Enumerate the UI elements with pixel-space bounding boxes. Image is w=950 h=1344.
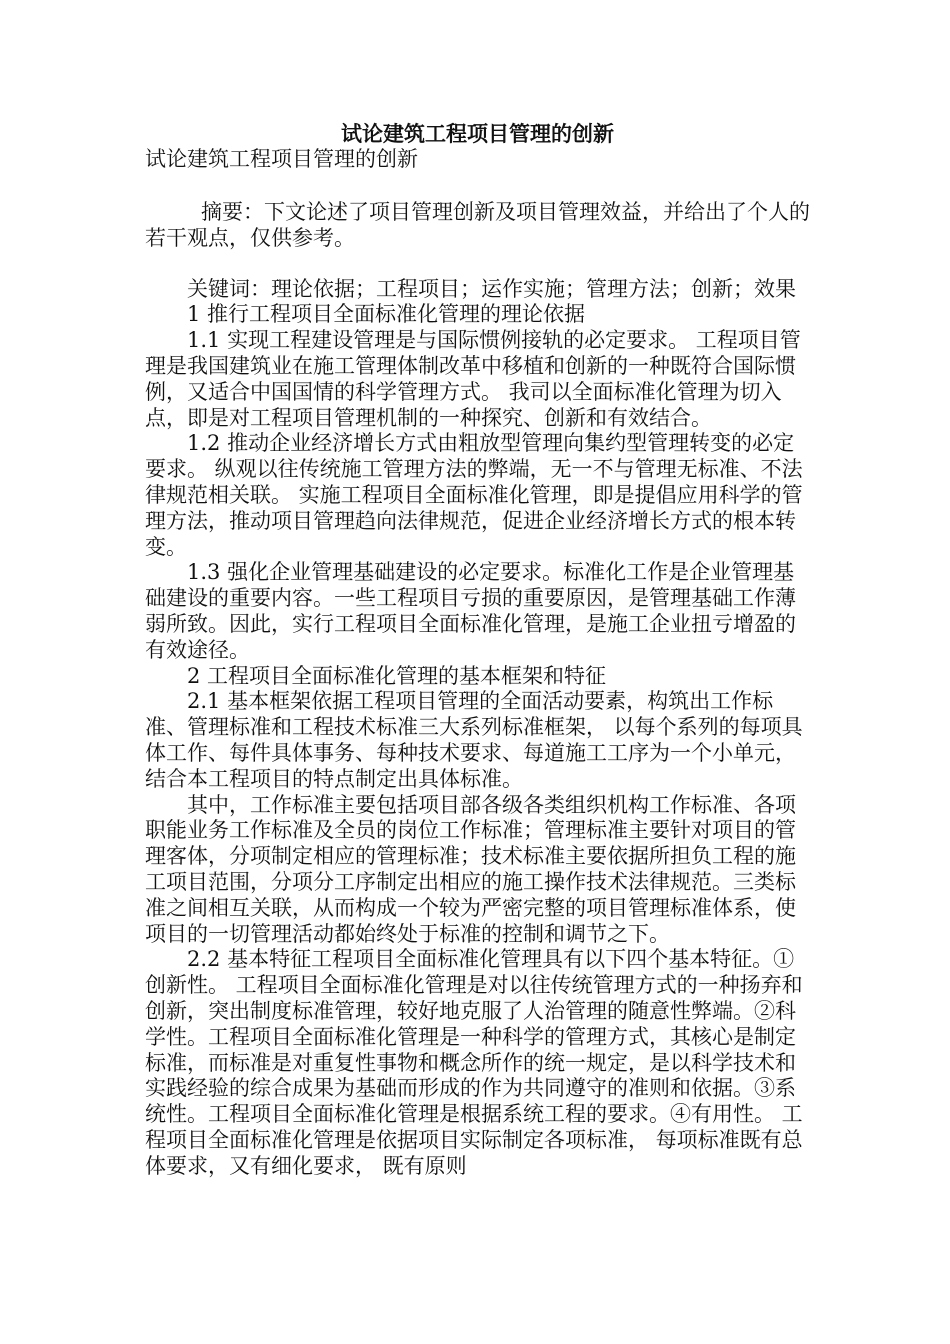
document-subtitle: 试论建筑工程项目管理的创新 xyxy=(145,147,418,171)
body-paragraph-1-3: 1.3 强化企业管理基础建设的必定要求。标准化工作是企业管理基础建设的重要内容。一些工程项目亏损的重要原因，是管理基础工作薄弱所致。因此，实行工程项目全面标准化管理，是施工企业扭亏增盈的有效途径。 xyxy=(145,560,796,662)
body-paragraph-2-1: 2.1 基本框架依据工程项目管理的全面活动要素，构筑出工作标准、管理标准和工程技术标准三大系列标准框架， 以每个系列的每项具体工作、每件具体事务、每种技术要求、每道施工工序为一个小单元，结合本工程项目的特点制定出具体标准。 xyxy=(145,689,803,791)
body-paragraph-1-2: 1.2 推动企业经济增长方式由粗放型管理向集约型管理转变的必定要求。 纵观以往传统施工管理方法的弊端，无一不与管理无标准、不法律规范相关联。 实施工程项目全面标准化管理，即是提倡应用科学的管理方法，推动项目管理趋向法律规范，促进企业经济增长方式的根本转变。 xyxy=(145,431,803,559)
section-heading-1: 1 推行工程项目全面标准化管理的理论依据 xyxy=(187,302,586,327)
keywords-paragraph: 关键词：理论依据；工程项目；运作实施；管理方法；创新；效果 xyxy=(187,276,796,301)
blank-line xyxy=(145,252,810,277)
section-heading-2: 2 工程项目全面标准化管理的基本框架和特征 xyxy=(187,663,607,688)
body-paragraph-2-2: 2.2 基本特征工程项目全面标准化管理具有以下四个基本特征。①创新性。 工程项目全面标准化管理是对以往传统管理方式的一种扬弃和创新，突出制度标准管理，较好地克服了人治管理的随意性弊端。②科学性。工程项目全面标准化管理是一种科学的管理方式，其核心是制定标准，而标准是对重复性事物和概念所作的统一规定，是以科学技术和实践经验的综合成果为基础而形成的作为共同遵守的准则和依据。③系统性。工程项目全面标准化管理是根据系统工程的要求。④有用性。 工程项目全面标准化管理是依据项目实际制定各项标准， 每项标准既有总体要求，又有细化要求， 既有原则 xyxy=(145,947,803,1178)
blank-line xyxy=(145,175,810,200)
document-page xyxy=(145,120,810,1179)
body-paragraph-1-1: 1.1 实现工程建设管理是与国际惯例接轨的必定要求。 工程项目管理是我国建筑业在施工管理体制改革中移植和创新的一种既符合国际惯例，又适合中国国情的科学管理方式。 我司以全面标准化管理为切入点，即是对工程项目管理机制的一种探究、创新和有效结合。 xyxy=(145,328,801,430)
document-title: 试论建筑工程项目管理的创新 xyxy=(341,121,614,146)
abstract-paragraph: 摘要：下文论述了项目管理创新及项目管理效益，并给出了个人的若干观点，仅供参考。 xyxy=(145,200,810,250)
body-paragraph-2-1-detail: 其中，工作标准主要包括项目部各级各类组织机构工作标准、各项职能业务工作标准及全员的岗位工作标准；管理标准主要针对项目的管理客体，分项制定相应的管理标准；技术标准主要依据所担负工程的施工项目范围，分项分工序制定出相应的施工操作技术法律规范。三类标准之间相互关联，从而构成一个较为严密完整的项目管理标准体系，使项目的一切管理活动都始终处于标准的控制和调节之下。 xyxy=(145,792,796,946)
